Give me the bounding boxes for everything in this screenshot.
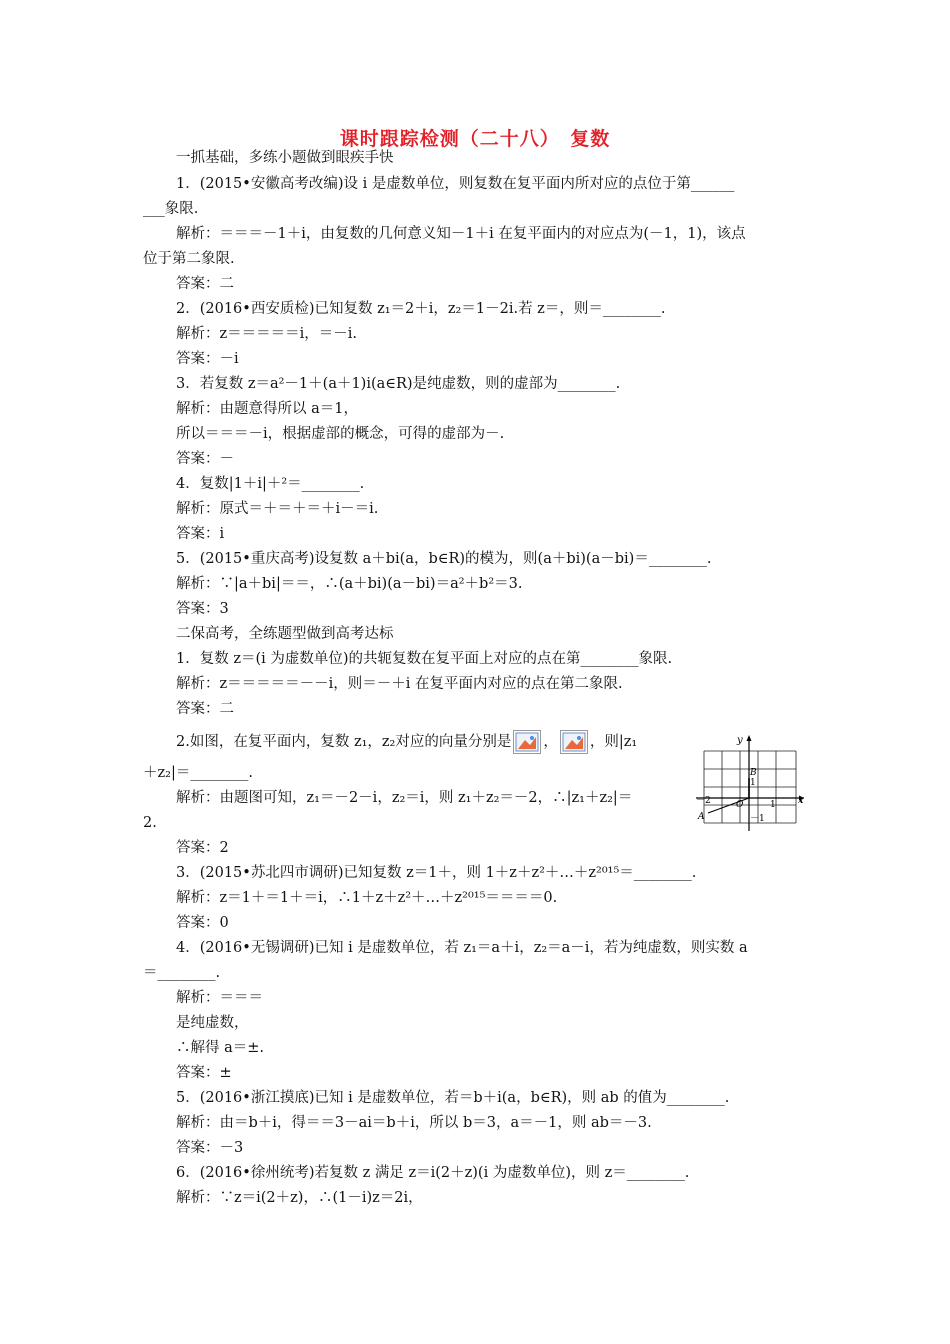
tick-label: 1 [750, 778, 756, 788]
section-heading: 一抓基础，多练小题做到眼疾手快 [176, 150, 394, 166]
problem-text: ＝________. [143, 965, 221, 981]
solution-text: 解析：＝＝＝－1＋i，由复数的几何意义知－1＋i 在复平面内的对应点为(－1，1)，该点 [176, 226, 746, 242]
solution-text: ∴解得 a＝±. [176, 1040, 265, 1056]
y-axis-label: y [737, 735, 743, 746]
problem-text: 5．(2015•重庆高考)设复数 a＋bi(a，b∈R)的模为，则(a＋bi)(a－bi)＝________. [176, 551, 712, 567]
problem-text: 1．复数 z＝(i 为虚数单位)的共轭复数在复平面上对应的点在第________象限. [176, 651, 673, 667]
complex-plane-figure [696, 731, 808, 835]
problem-text: 2.如图，在复平面内，复数 z₁，z₂对应的向量分别是 [176, 734, 512, 750]
solution-text: 解析：∵|a＋bi|＝＝，∴(a＋bi)(a－bi)＝a²＋b²＝3. [176, 576, 523, 592]
problem-text: ， [543, 734, 558, 750]
answer-text: 答案：二 [176, 701, 234, 717]
answer-text: 答案：i [176, 526, 225, 542]
answer-text: 答案：2 [176, 840, 229, 856]
answer-text: 答案：0 [176, 915, 229, 931]
solution-text: 解析：z＝1＋＝1＋＝i，∴1＋z＋z²＋…＋z²⁰¹⁵＝＝＝＝0. [176, 890, 558, 906]
solution-text: 解析：＝＝＝ [176, 990, 263, 1006]
section-heading: 二保高考，全练题型做到高考达标 [176, 626, 394, 642]
solution-text: 解析：原式＝＋＝＋＝＋i－＝i. [176, 501, 379, 517]
solution-text: 解析：z＝＝＝＝＝i，＝－i. [176, 326, 358, 342]
solution-text: 解析：由＝b＋i，得＝＝3－ai＝b＋i，所以 b＝3，a＝－1，则 ab＝－3. [176, 1115, 652, 1131]
page-title: 课时跟踪检测（二十八） 复数 [339, 128, 611, 150]
broken-image-icon [513, 730, 541, 754]
solution-text: 解析：由题意得所以 a＝1， [176, 401, 358, 417]
solution-text: 位于第二象限. [143, 251, 235, 267]
problem-text: 4．复数|1＋i|＋²＝________. [176, 476, 365, 492]
answer-text: 答案：± [176, 1065, 232, 1081]
broken-image-icon [560, 730, 588, 754]
problem-text: 3．(2015•苏北四市调研)已知复数 z＝1＋，则 1＋z＋z²＋…＋z²⁰¹⁵＝________. [176, 865, 697, 881]
answer-text: 答案：3 [176, 601, 229, 617]
problem-text: 4．(2016•无锡调研)已知 i 是虚数单位，若 z₁＝a＋i，z₂＝a－i，若为纯虚数，则实数 a [176, 940, 748, 956]
answer-text: 答案：－3 [176, 1140, 244, 1156]
origin-label: O [736, 800, 744, 810]
solution-text: 2. [143, 815, 157, 831]
problem-text: 6．(2016•徐州统考)若复数 z 满足 z＝i(2＋z)(i 为虚数单位)，则 z＝________. [176, 1165, 690, 1181]
x-axis-label: x [798, 796, 804, 806]
tick-label: －1 [750, 814, 765, 824]
problem-text-with-images [176, 730, 637, 754]
answer-text: 答案：－ [176, 451, 234, 467]
solution-text: 是纯虚数， [176, 1015, 249, 1031]
answer-text: 答案：二 [176, 276, 234, 292]
complex-plane-svg [696, 731, 808, 835]
problem-text: ___象限. [143, 201, 199, 217]
problem-text: 5．(2016•浙江摸底)已知 i 是虚数单位，若＝b＋i(a，b∈R)，则 ab 的值为________. [176, 1090, 730, 1106]
problem-text: ，则|z₁ [589, 734, 638, 750]
problem-text: ＋z₂|＝________. [143, 765, 253, 781]
problem-text: 3．若复数 z＝a²－1＋(a＋1)i(a∈R)是纯虚数，则的虚部为________. [176, 376, 621, 392]
point-a-label: A [698, 812, 705, 822]
problem-text: 2．(2016•西安质检)已知复数 z₁＝2＋i，z₂＝1－2i.若 z＝，则＝________. [176, 301, 666, 317]
problem-text: 1．(2015•安徽高考改编)设 i 是虚数单位，则复数在复平面内所对应的点位于第______ [176, 176, 735, 192]
solution-text: 所以＝＝＝－i，根据虚部的概念，可得的虚部为－. [176, 426, 505, 442]
tick-label: 1 [770, 800, 776, 810]
tick-label: －2 [696, 796, 711, 806]
solution-text: 解析：由题图可知，z₁＝－2－i，z₂＝i，则 z₁＋z₂＝－2，∴|z₁＋z₂|＝ [176, 790, 633, 806]
answer-text: 答案：－i [176, 351, 239, 367]
point-b-label: B [750, 768, 757, 778]
solution-text: 解析：z＝＝＝＝＝－－i，则＝－＋i 在复平面内对应的点在第二象限. [176, 676, 623, 692]
solution-text: 解析：∵z＝i(2＋z)，∴(1－i)z＝2i， [176, 1190, 423, 1206]
